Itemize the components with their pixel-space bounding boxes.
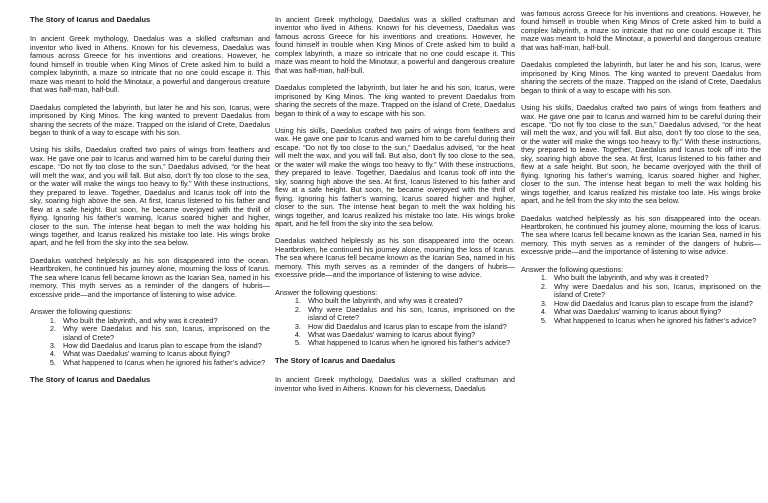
question-item: 3. How did Daedalus and Icarus plan to escape from the island? <box>58 342 270 350</box>
question-item: 1. Who built the labyrinth, and why was it created? <box>303 297 515 305</box>
story-paragraph: In ancient Greek mythology, Daedalus was a skilled craftsman and inventor who lived in Athens. Known for his cleverness, Daedalus was famous across Greece for his inventions and creations. However, he found himself in trouble when King Minos of Crete asked him to build a complex labyrinth, a maze so intricate that no one could escape it. This maze was meant to hold the Minotaur, a powerful and dangerous creature that was half-man, half-bull. <box>30 34 270 95</box>
question-list <box>275 297 515 348</box>
question-item: 4. What was Daedalus’ warning to Icarus about flying? <box>58 350 270 358</box>
text-column-3 <box>521 10 761 334</box>
story-paragraph: Using his skills, Daedalus crafted two pairs of wings from feathers and wax. He gave one pair to Icarus and warned him to be careful during their escape. “Do not fly too close to the sun,” Daedalus advised, “or the heat will melt the wax, and you will fall. But also, don’t fly too close to the sea, or the water will make the wings too heavy to fly.” With these instructions, they prepared to leave. Together, Daedalus and Icarus took off into the sky, soaring high above the sea. At first, Icarus listened to his father and flew at a safe height. But soon, he became overjoyed with the thrill of flying. Ignoring his father’s warning, Icarus soared higher and higher, closer to the sun. The intense heat began to melt the wax holding his wings together, and Icarus realized his mistake too late. His wings broke apart, and he fell from the sky into the sea below. <box>521 103 761 206</box>
story-paragraph: Daedalus completed the labyrinth, but later he and his son, Icarus, were imprisoned by King Minos. The king wanted to prevent Daedalus from sharing the secrets of the maze. Trapped on the island of Crete, Daedalus began to think of a way to escape with his son. <box>275 83 515 118</box>
story-paragraph: In ancient Greek mythology, Daedalus was a skilled craftsman and inventor who lived in Athens. Known for his cleverness, Daedalus <box>275 375 515 393</box>
story-paragraph: Daedalus watched helplessly as his son disappeared into the ocean. Heartbroken, he continued his journey alone, mourning the loss of Icarus. The sea where Icarus fell became known as the Icarian Sea, named in his memory. This myth serves as a reminder of the dangers of hubris—excessive pride—and the importance of listening to wise advice. <box>521 213 761 257</box>
question-item: 4. What was Daedalus’ warning to Icarus about flying? <box>303 331 515 339</box>
question-item: 2. Why were Daedalus and his son, Icarus, imprisoned on the island of Crete? <box>549 283 761 300</box>
question-list <box>521 274 761 325</box>
questions-heading: Answer the following questions: <box>275 287 378 297</box>
text-column-2 <box>275 16 515 402</box>
story-paragraph: Daedalus completed the labyrinth, but later he and his son, Icarus, were imprisoned by King Minos. The king wanted to prevent Daedalus from sharing the secrets of the maze. Trapped on the island of Crete, Daedalus began to think of a way to escape with his son. <box>521 60 761 95</box>
story-title: The Story of Icarus and Daedalus <box>30 15 151 24</box>
questions-heading: Answer the following questions: <box>521 264 624 274</box>
story-paragraph: Daedalus completed the labyrinth, but later he and his son, Icarus, were imprisoned by King Minos. The king wanted to prevent Daedalus from sharing the secrets of the maze. Trapped on the island of Crete, Daedalus began to think of a way to escape with his son. <box>30 102 270 137</box>
question-item: 5. What happened to Icarus when he ignored his father’s advice? <box>58 359 270 367</box>
question-item: 5. What happened to Icarus when he ignored his father’s advice? <box>549 317 761 325</box>
text-column-1 <box>30 16 270 396</box>
question-item: 4. What was Daedalus’ warning to Icarus about flying? <box>549 308 761 316</box>
questions-heading: Answer the following questions: <box>30 307 133 317</box>
question-item: 2. Why were Daedalus and his son, Icarus, imprisoned on the island of Crete? <box>303 306 515 323</box>
question-item: 1. Who built the labyrinth, and why was it created? <box>549 274 761 282</box>
story-paragraph: Daedalus watched helplessly as his son disappeared into the ocean. Heartbroken, he continued his journey alone, mourning the loss of Icarus. The sea where Icarus fell became known as the Icarian Sea, named in his memory. This myth serves as a reminder of the dangers of hubris—excessive pride—and the importance of listening to wise advice. <box>275 236 515 280</box>
question-list <box>30 317 270 368</box>
question-item: 2. Why were Daedalus and his son, Icarus, imprisoned on the island of Crete? <box>58 325 270 342</box>
question-item: 3. How did Daedalus and Icarus plan to escape from the island? <box>303 323 515 331</box>
story-paragraph: Using his skills, Daedalus crafted two pairs of wings from feathers and wax. He gave one pair to Icarus and warned him to be careful during their escape. “Do not fly too close to the sun,” Daedalus advised, “or the heat will melt the wax, and you will fall. But also, don’t fly too close to the sea, or the water will make the wings too heavy to fly.” With these instructions, they prepared to leave. Together, Daedalus and Icarus took off into the sky, soaring high above the sea. At first, Icarus listened to his father and flew at a safe height. But soon, he became overjoyed with the thrill of flying. Ignoring his father’s warning, Icarus soared higher and higher, closer to the sun. The intense heat began to melt the wax holding his wings together, and Icarus realized his mistake too late. His wings broke apart, and he fell from the sky into the sea below. <box>30 145 270 248</box>
story-title: The Story of Icarus and Daedalus <box>30 375 151 385</box>
story-paragraph: Daedalus watched helplessly as his son disappeared into the ocean. Heartbroken, he continued his journey alone, mourning the loss of Icarus. The sea where Icarus fell became known as the Icarian Sea, named in his memory. This myth serves as a reminder of the dangers of hubris—excessive pride—and the importance of listening to wise advice. <box>30 255 270 299</box>
question-item: 5. What happened to Icarus when he ignored his father’s advice? <box>303 339 515 347</box>
story-paragraph: In ancient Greek mythology, Daedalus was a skilled craftsman and inventor who lived in Athens. Known for his cleverness, Daedalus was famous across Greece for his inventions and creations. However, he found himself in trouble when King Minos of Crete asked him to build a complex labyrinth, a maze so intricate that no one could escape it. This maze was meant to hold the Minotaur, a powerful and dangerous creature that was half-man, half-bull. <box>275 15 515 75</box>
question-item: 1. Who built the labyrinth, and why was it created? <box>58 317 270 325</box>
story-paragraph: was famous across Greece for his inventions and creations. However, he found himself in trouble when King Minos of Crete asked him to build a complex labyrinth, a maze so intricate that no one could escape it. This maze was meant to hold the Minotaur, a powerful and dangerous creature that was half-man, half-bull. <box>521 9 761 52</box>
story-paragraph: Using his skills, Daedalus crafted two pairs of wings from feathers and wax. He gave one pair to Icarus and warned him to be careful during their escape. “Do not fly too close to the sun,” Daedalus advised, “or the heat will melt the wax, and you will fall. But also, don’t fly too close to the sea, or the water will make the wings too heavy to fly.” With these instructions, they prepared to leave. Together, Daedalus and Icarus took off into the sky, soaring high above the sea. At first, Icarus listened to his father and flew at a safe height. But soon, he became overjoyed with the thrill of flying. Ignoring his father’s warning, Icarus soared higher and higher, closer to the sun. The intense heat began to melt the wax holding his wings together, and Icarus realized his mistake too late. His wings broke apart, and he fell from the sky into the sea below. <box>275 125 515 228</box>
story-title: The Story of Icarus and Daedalus <box>275 355 396 365</box>
question-item: 3. How did Daedalus and Icarus plan to escape from the island? <box>549 300 761 308</box>
